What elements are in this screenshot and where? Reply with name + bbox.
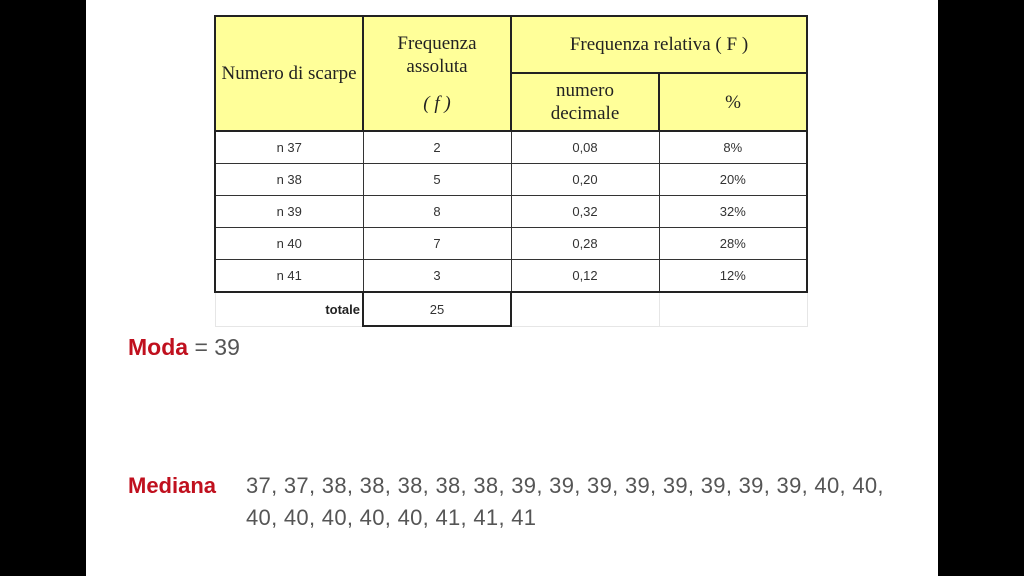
cell-percent: 28% [659,228,807,260]
cell-f: 8 [363,196,511,228]
cell-numero: n 40 [215,228,363,260]
cell-decimale: 0,12 [511,260,659,293]
empty-cell [511,292,659,326]
table-row [215,228,807,260]
cell-f: 3 [363,260,511,293]
mediana-line [128,470,886,534]
cell-percent: 12% [659,260,807,293]
moda-value: = 39 [188,334,240,360]
header-frequenza-assoluta: Frequenza assoluta ( f ) [363,16,511,131]
slide [86,0,938,576]
cell-f: 2 [363,131,511,164]
total-value: 25 [363,292,511,326]
mediana-label: Mediana [128,473,217,498]
cell-numero: n 41 [215,260,363,293]
cell-f: 7 [363,228,511,260]
cell-percent: 20% [659,164,807,196]
header-percent: % [659,73,807,131]
table-row [215,260,807,293]
table-row [215,131,807,164]
total-label: totale [215,292,363,326]
cell-decimale: 0,20 [511,164,659,196]
frequency-table [214,15,808,327]
cell-numero: n 38 [215,164,363,196]
total-row [215,292,807,326]
cell-percent: 8% [659,131,807,164]
table-row [215,196,807,228]
cell-numero: n 37 [215,131,363,164]
cell-decimale: 0,28 [511,228,659,260]
moda-line [128,334,240,361]
header-numero-scarpe: Numero di scarpe [215,16,363,131]
cell-decimale: 0,08 [511,131,659,164]
empty-cell [659,292,807,326]
cell-percent: 32% [659,196,807,228]
cell-numero: n 39 [215,196,363,228]
header-numero-decimale: numero decimale [511,73,659,131]
moda-label: Moda [128,334,189,360]
mediana-values: 37, 37, 38, 38, 38, 38, 38, 39, 39, 39, 39, 39, 39, 39, 39, 40, 40, 40, 40, 40, 40, 40, 41, 41, 41 [246,473,884,530]
cell-decimale: 0,32 [511,196,659,228]
table-row [215,164,807,196]
header-frequenza-relativa: Frequenza relativa ( F ) [511,16,807,73]
cell-f: 5 [363,164,511,196]
